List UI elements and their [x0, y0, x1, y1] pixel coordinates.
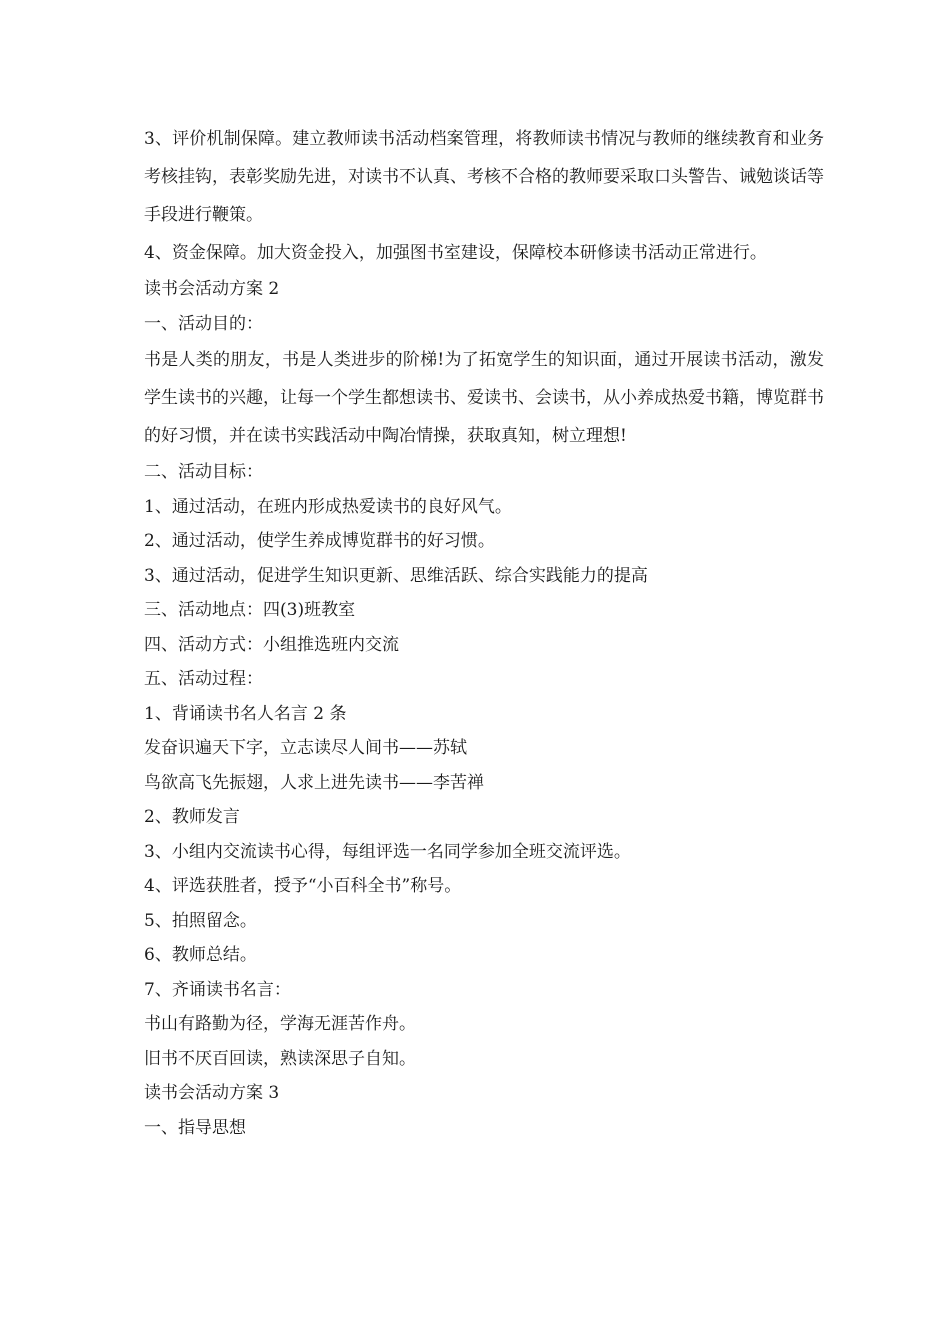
quote-old-book: 旧书不厌百回读，熟读深思子自知。 — [144, 1048, 416, 1069]
list-item-process-5: 5、拍照留念。 — [144, 910, 257, 931]
heading-activity-goals: 二、活动目标： — [144, 462, 263, 482]
list-item-goal-2: 2、通过活动，使学生养成博览群书的好习惯。 — [144, 531, 495, 551]
quote-book-mountain: 书山有路勤为径，学海无涯苦作舟。 — [144, 1014, 416, 1034]
list-item-process-4: 4、评选获胜者，授予“小百科全书”称号。 — [144, 876, 462, 896]
paragraph-funding-guarantee: 4、资金保障。加大资金投入，加强图书室建设，保障校本研修读书活动正常进行。 — [144, 243, 767, 263]
heading-activity-purpose: 一、活动目的： — [144, 313, 263, 334]
paragraph-evaluation-guarantee: 3、评价机制保障。建立教师读书活动档案管理，将教师读书情况与教师的继续教育和业务考核挂钩，表彰奖励先进，对读书不认真、考核不合格的教师要采取口头警告、诫勉谈话等手段进行鞭策。 — [144, 129, 824, 225]
quote-li-kuchan: 鸟欲高飞先振翅，人求上进先读书——李苦禅 — [144, 772, 484, 793]
heading-activity-location: 三、活动地点：四(3)班教室 — [144, 600, 356, 620]
heading-activity-method: 四、活动方式：小组推选班内交流 — [144, 634, 399, 655]
list-item-goal-3: 3、通过活动，促进学生知识更新、思维活跃、综合实践能力的提高 — [144, 565, 648, 586]
list-item-process-7: 7、齐诵读书名言： — [144, 979, 291, 1000]
document-body — [144, 120, 824, 1145]
list-item-process-6: 6、教师总结。 — [144, 945, 257, 965]
list-item-process-2: 2、教师发言 — [144, 807, 240, 827]
quote-su-shi: 发奋识遍天下字，立志读尽人间书——苏轼 — [144, 738, 467, 758]
heading-guiding-thought: 一、指导思想 — [144, 1117, 246, 1138]
heading-activity-process: 五、活动过程： — [144, 669, 263, 689]
section-title-plan-3: 读书会活动方案 3 — [144, 1083, 280, 1103]
list-item-goal-1: 1、通过活动，在班内形成热爱读书的良好风气。 — [144, 496, 512, 517]
list-item-process-1: 1、背诵读书名人名言 2 条 — [144, 703, 347, 724]
section-title-plan-2: 读书会活动方案 2 — [144, 279, 280, 299]
list-item-process-3: 3、小组内交流读书心得，每组评选一名同学参加全班交流评选。 — [144, 841, 631, 862]
paragraph-activity-purpose: 书是人类的朋友，书是人类进步的阶梯!为了拓宽学生的知识面，通过开展读书活动，激发学生读书的兴趣，让每一个学生都想读书、爱读书、会读书，从小养成热爱书籍，博览群书的好习惯，并在读书实践活动中陶冶情操，获取真知，树立理想! — [144, 350, 824, 446]
